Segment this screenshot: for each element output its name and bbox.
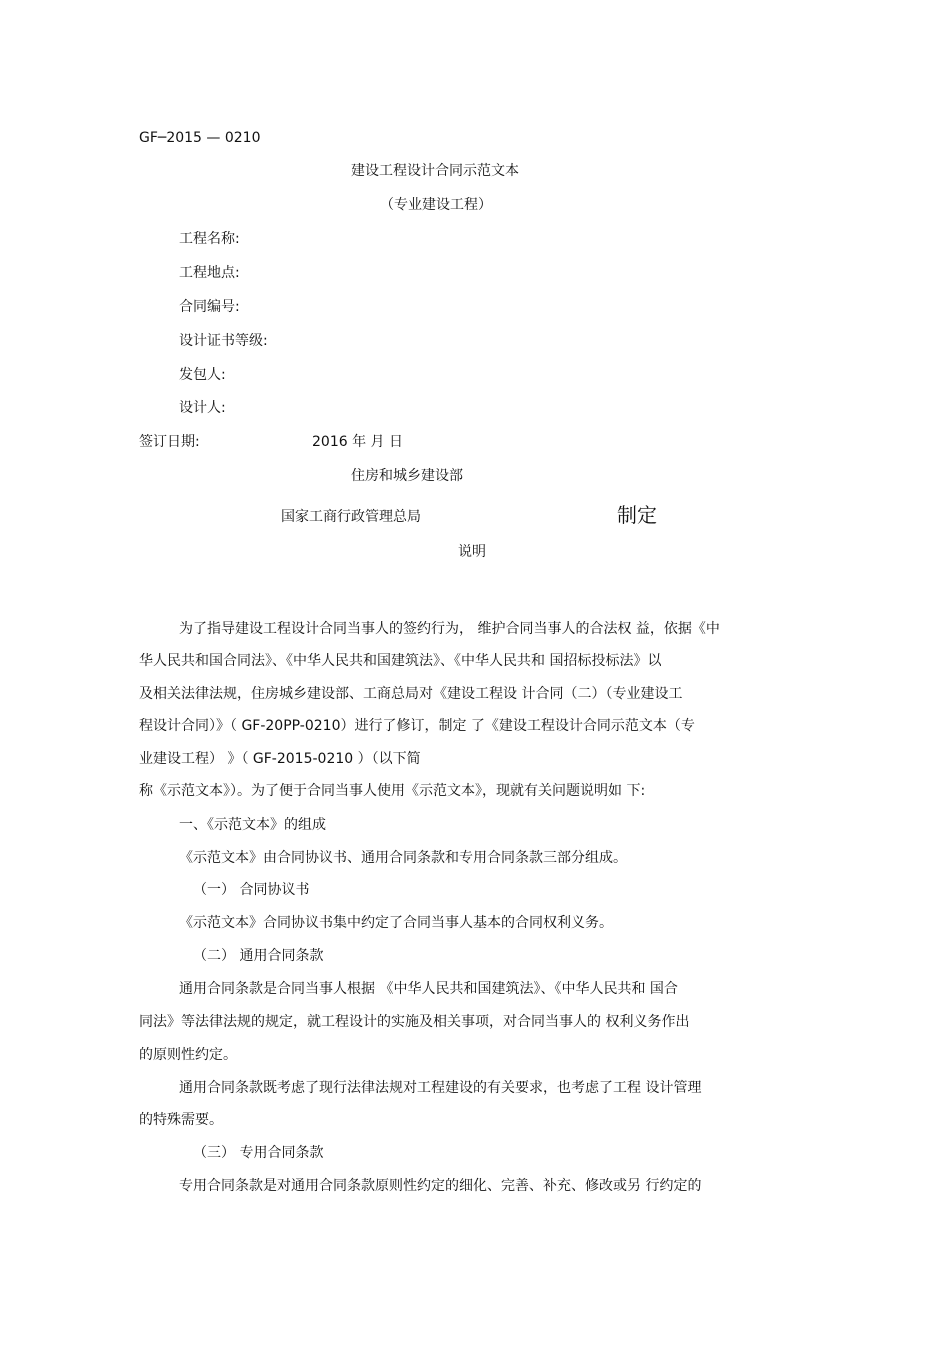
heading-1-3: （三） 专用合同条款 [193, 1145, 324, 1161]
body-line: 的特殊需要。 [139, 1112, 223, 1128]
field-project-name: 工程名称: [179, 231, 240, 247]
field-employer: 发包人: [179, 367, 226, 383]
sign-date-label: 签订日期: [139, 434, 200, 450]
body-line: 业建设工程） 》（ GF-2015-0210 ）（以下简 [139, 751, 421, 767]
doc-code: GF─2015 — 0210 [139, 130, 261, 146]
sign-date-value: 2016 年 月 日 [312, 434, 403, 450]
doc-subtitle: （专业建设工程） [380, 197, 492, 213]
field-project-location: 工程地点: [179, 265, 240, 281]
field-contract-no: 合同编号: [179, 299, 240, 315]
heading-1-1: （一） 合同协议书 [193, 882, 310, 898]
body-line: 同法》等法律法规的规定，就工程设计的实施及相关事项，对合同当事人的 权利义务作出 [139, 1014, 690, 1030]
section-title: 说明 [458, 544, 486, 560]
body-line: 专用合同条款是对通用合同条款原则性约定的细化、完善、补充、修改或另 行约定的 [179, 1178, 702, 1194]
body-line: 称《示范文本》）。为了便于合同当事人使用《示范文本》，现就有关问题说明如 下: [139, 783, 646, 799]
body-line: 程设计合同）》（ GF-20PP-0210）进行了修订，制定 了《建设工程设计合同示范文本（专 [139, 718, 695, 734]
issuer-made: 制定 [617, 503, 657, 527]
heading-1: 一、《示范文本》的组成 [179, 817, 326, 833]
body-line: 为了指导建设工程设计合同当事人的签约行为， 维护合同当事人的合法权 益，依据《中 [179, 621, 720, 637]
issuer-ministry: 住房和城乡建设部 [351, 468, 463, 484]
body-line: 华人民共和国合同法》、《中华人民共和国建筑法》、《中华人民共和 国招标投标法》以 [139, 653, 662, 669]
heading-1-2: （二） 通用合同条款 [193, 948, 324, 964]
doc-title: 建设工程设计合同示范文本 [351, 163, 519, 179]
field-cert-level: 设计证书等级: [179, 333, 268, 349]
body-line: 《示范文本》合同协议书集中约定了合同当事人基本的合同权利义务。 [179, 915, 613, 931]
body-line: 《示范文本》由合同协议书、通用合同条款和专用合同条款三部分组成。 [179, 850, 627, 866]
issuer-saic: 国家工商行政管理总局 [281, 509, 421, 525]
body-line: 通用合同条款是合同当事人根据 《中华人民共和国建筑法》、《中华人民共和 国合 [179, 981, 678, 997]
body-line: 的原则性约定。 [139, 1047, 237, 1063]
body-line: 通用合同条款既考虑了现行法律法规对工程建设的有关要求，也考虑了工程 设计管理 [179, 1080, 702, 1096]
field-designer: 设计人: [179, 400, 226, 416]
body-line: 及相关法律法规，住房城乡建设部、工商总局对《建设工程设 计合同（二）（专业建设工 [139, 686, 683, 702]
